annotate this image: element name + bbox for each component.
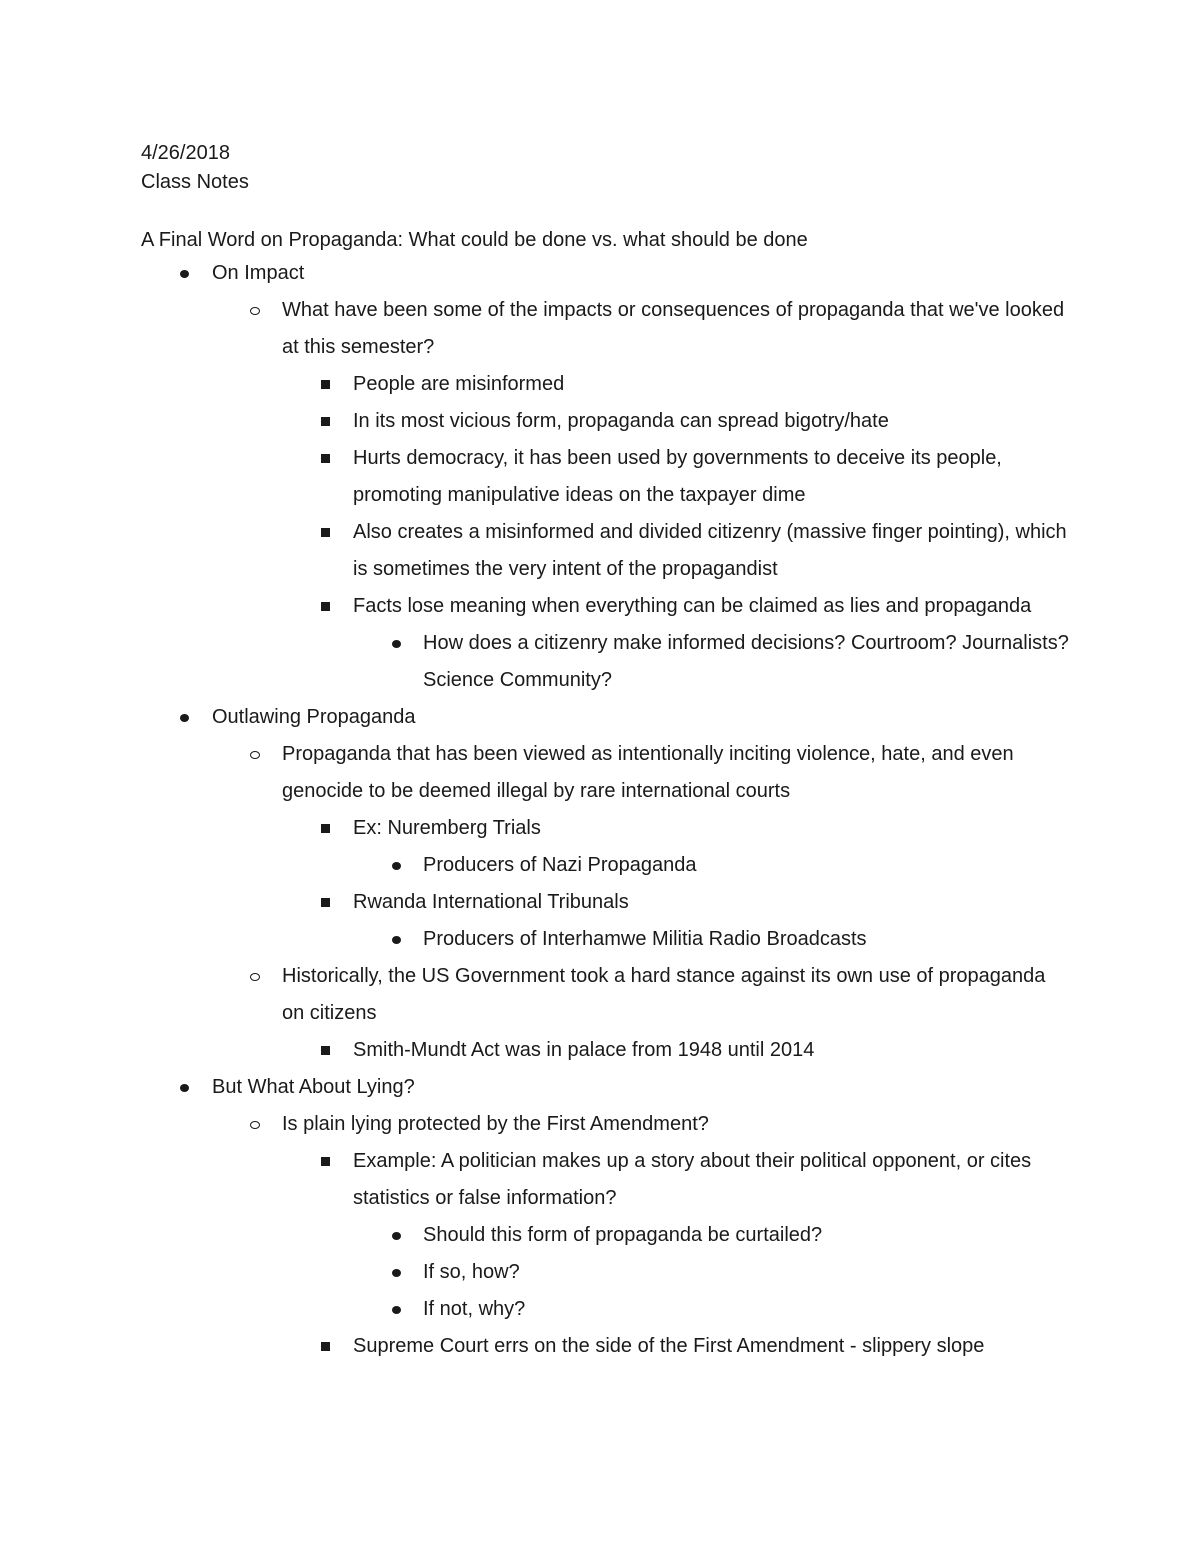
outline-item — [141, 292, 1071, 366]
date-line: 4/26/2018 — [141, 142, 230, 164]
document-page — [141, 139, 1071, 1365]
outline-item-text: Should this form of propaganda be curtailed? — [423, 1224, 823, 1246]
square-bullet-icon — [318, 366, 332, 403]
outline-item-text: Producers of Interhamwe Militia Radio Broadcasts — [423, 928, 867, 950]
outline-item — [141, 1328, 1071, 1365]
circle-bullet-icon — [248, 736, 262, 773]
square-bullet-icon — [318, 403, 332, 440]
outline-item-text: Propaganda that has been viewed as intentionally inciting violence, hate, and even genocide to be deemed illegal by rare international courts — [282, 743, 1014, 802]
outline-item-text: Rwanda International Tribunals — [353, 891, 629, 913]
square-bullet-icon — [318, 440, 332, 477]
outline-item — [141, 403, 1071, 440]
circle-bullet-icon — [248, 292, 262, 329]
outline-item — [141, 699, 1071, 736]
outline-item-text: Example: A politician makes up a story about their political opponent, or cites statistics or false information? — [353, 1150, 1032, 1209]
outline-list — [141, 255, 1071, 1365]
square-bullet-icon — [318, 588, 332, 625]
circle-bullet-icon — [248, 1106, 262, 1143]
disc-bullet-icon — [389, 1254, 403, 1291]
square-bullet-icon — [318, 514, 332, 551]
disc-bullet-icon — [389, 847, 403, 884]
outline-item-text: Is plain lying protected by the First Amendment? — [282, 1113, 709, 1135]
outline-item — [141, 1106, 1071, 1143]
outline-item — [141, 1217, 1071, 1254]
disc-bullet-icon — [177, 255, 191, 292]
outline-item-text: What have been some of the impacts or consequences of propaganda that we've looked at this semester? — [282, 299, 1065, 358]
outline-item — [141, 625, 1071, 699]
disc-bullet-icon — [389, 1217, 403, 1254]
square-bullet-icon — [318, 1032, 332, 1069]
outline-item — [141, 366, 1071, 403]
square-bullet-icon — [318, 884, 332, 921]
square-bullet-icon — [318, 1328, 332, 1365]
outline-item — [141, 588, 1071, 625]
outline-item-text: Producers of Nazi Propaganda — [423, 854, 697, 876]
outline-item-text: Historically, the US Government took a hard stance against its own use of propaganda on citizens — [282, 965, 1046, 1024]
outline-item-text: If not, why? — [423, 1298, 526, 1320]
document-subtitle: Class Notes — [141, 171, 249, 193]
outline-item-text: If so, how? — [423, 1261, 520, 1283]
outline-item — [141, 958, 1071, 1032]
outline-item-text: In its most vicious form, propaganda can spread bigotry/hate — [353, 410, 889, 432]
outline-item — [141, 1254, 1071, 1291]
disc-bullet-icon — [389, 921, 403, 958]
disc-bullet-icon — [389, 1291, 403, 1328]
outline-item — [141, 514, 1071, 588]
outline-item-text: Ex: Nuremberg Trials — [353, 817, 541, 839]
outline-item — [141, 440, 1071, 514]
outline-item — [141, 1291, 1071, 1328]
outline-item-text: Supreme Court errs on the side of the First Amendment - slippery slope — [353, 1335, 985, 1357]
outline-item-text: Hurts democracy, it has been used by governments to deceive its people, promoting manipulative ideas on the taxpayer dime — [353, 447, 1002, 506]
disc-bullet-icon — [177, 699, 191, 736]
circle-bullet-icon — [248, 958, 262, 995]
outline-item — [141, 736, 1071, 810]
section-title: A Final Word on Propaganda: What could be done vs. what should be done — [141, 229, 808, 251]
outline-item — [141, 921, 1071, 958]
disc-bullet-icon — [177, 1069, 191, 1106]
outline-item — [141, 884, 1071, 921]
outline-item — [141, 810, 1071, 847]
square-bullet-icon — [318, 1143, 332, 1180]
outline-item — [141, 1032, 1071, 1069]
outline-item-text: Facts lose meaning when everything can be claimed as lies and propaganda — [353, 595, 1032, 617]
outline-item — [141, 1143, 1071, 1217]
outline-item-text: People are misinformed — [353, 373, 565, 395]
outline-item — [141, 1069, 1071, 1106]
outline-item-text: On Impact — [212, 262, 305, 284]
outline-item-text: But What About Lying? — [212, 1076, 415, 1098]
outline-item-text: Smith-Mundt Act was in palace from 1948 until 2014 — [353, 1039, 815, 1061]
disc-bullet-icon — [389, 625, 403, 662]
outline-item — [141, 847, 1071, 884]
square-bullet-icon — [318, 810, 332, 847]
outline-item — [141, 255, 1071, 292]
outline-item-text: Outlawing Propaganda — [212, 706, 416, 728]
outline-item-text: How does a citizenry make informed decisions? Courtroom? Journalists? Science Community? — [423, 632, 1069, 691]
outline-item-text: Also creates a misinformed and divided citizenry (massive finger pointing), which is sometimes the very intent of the propagandist — [353, 521, 1067, 580]
